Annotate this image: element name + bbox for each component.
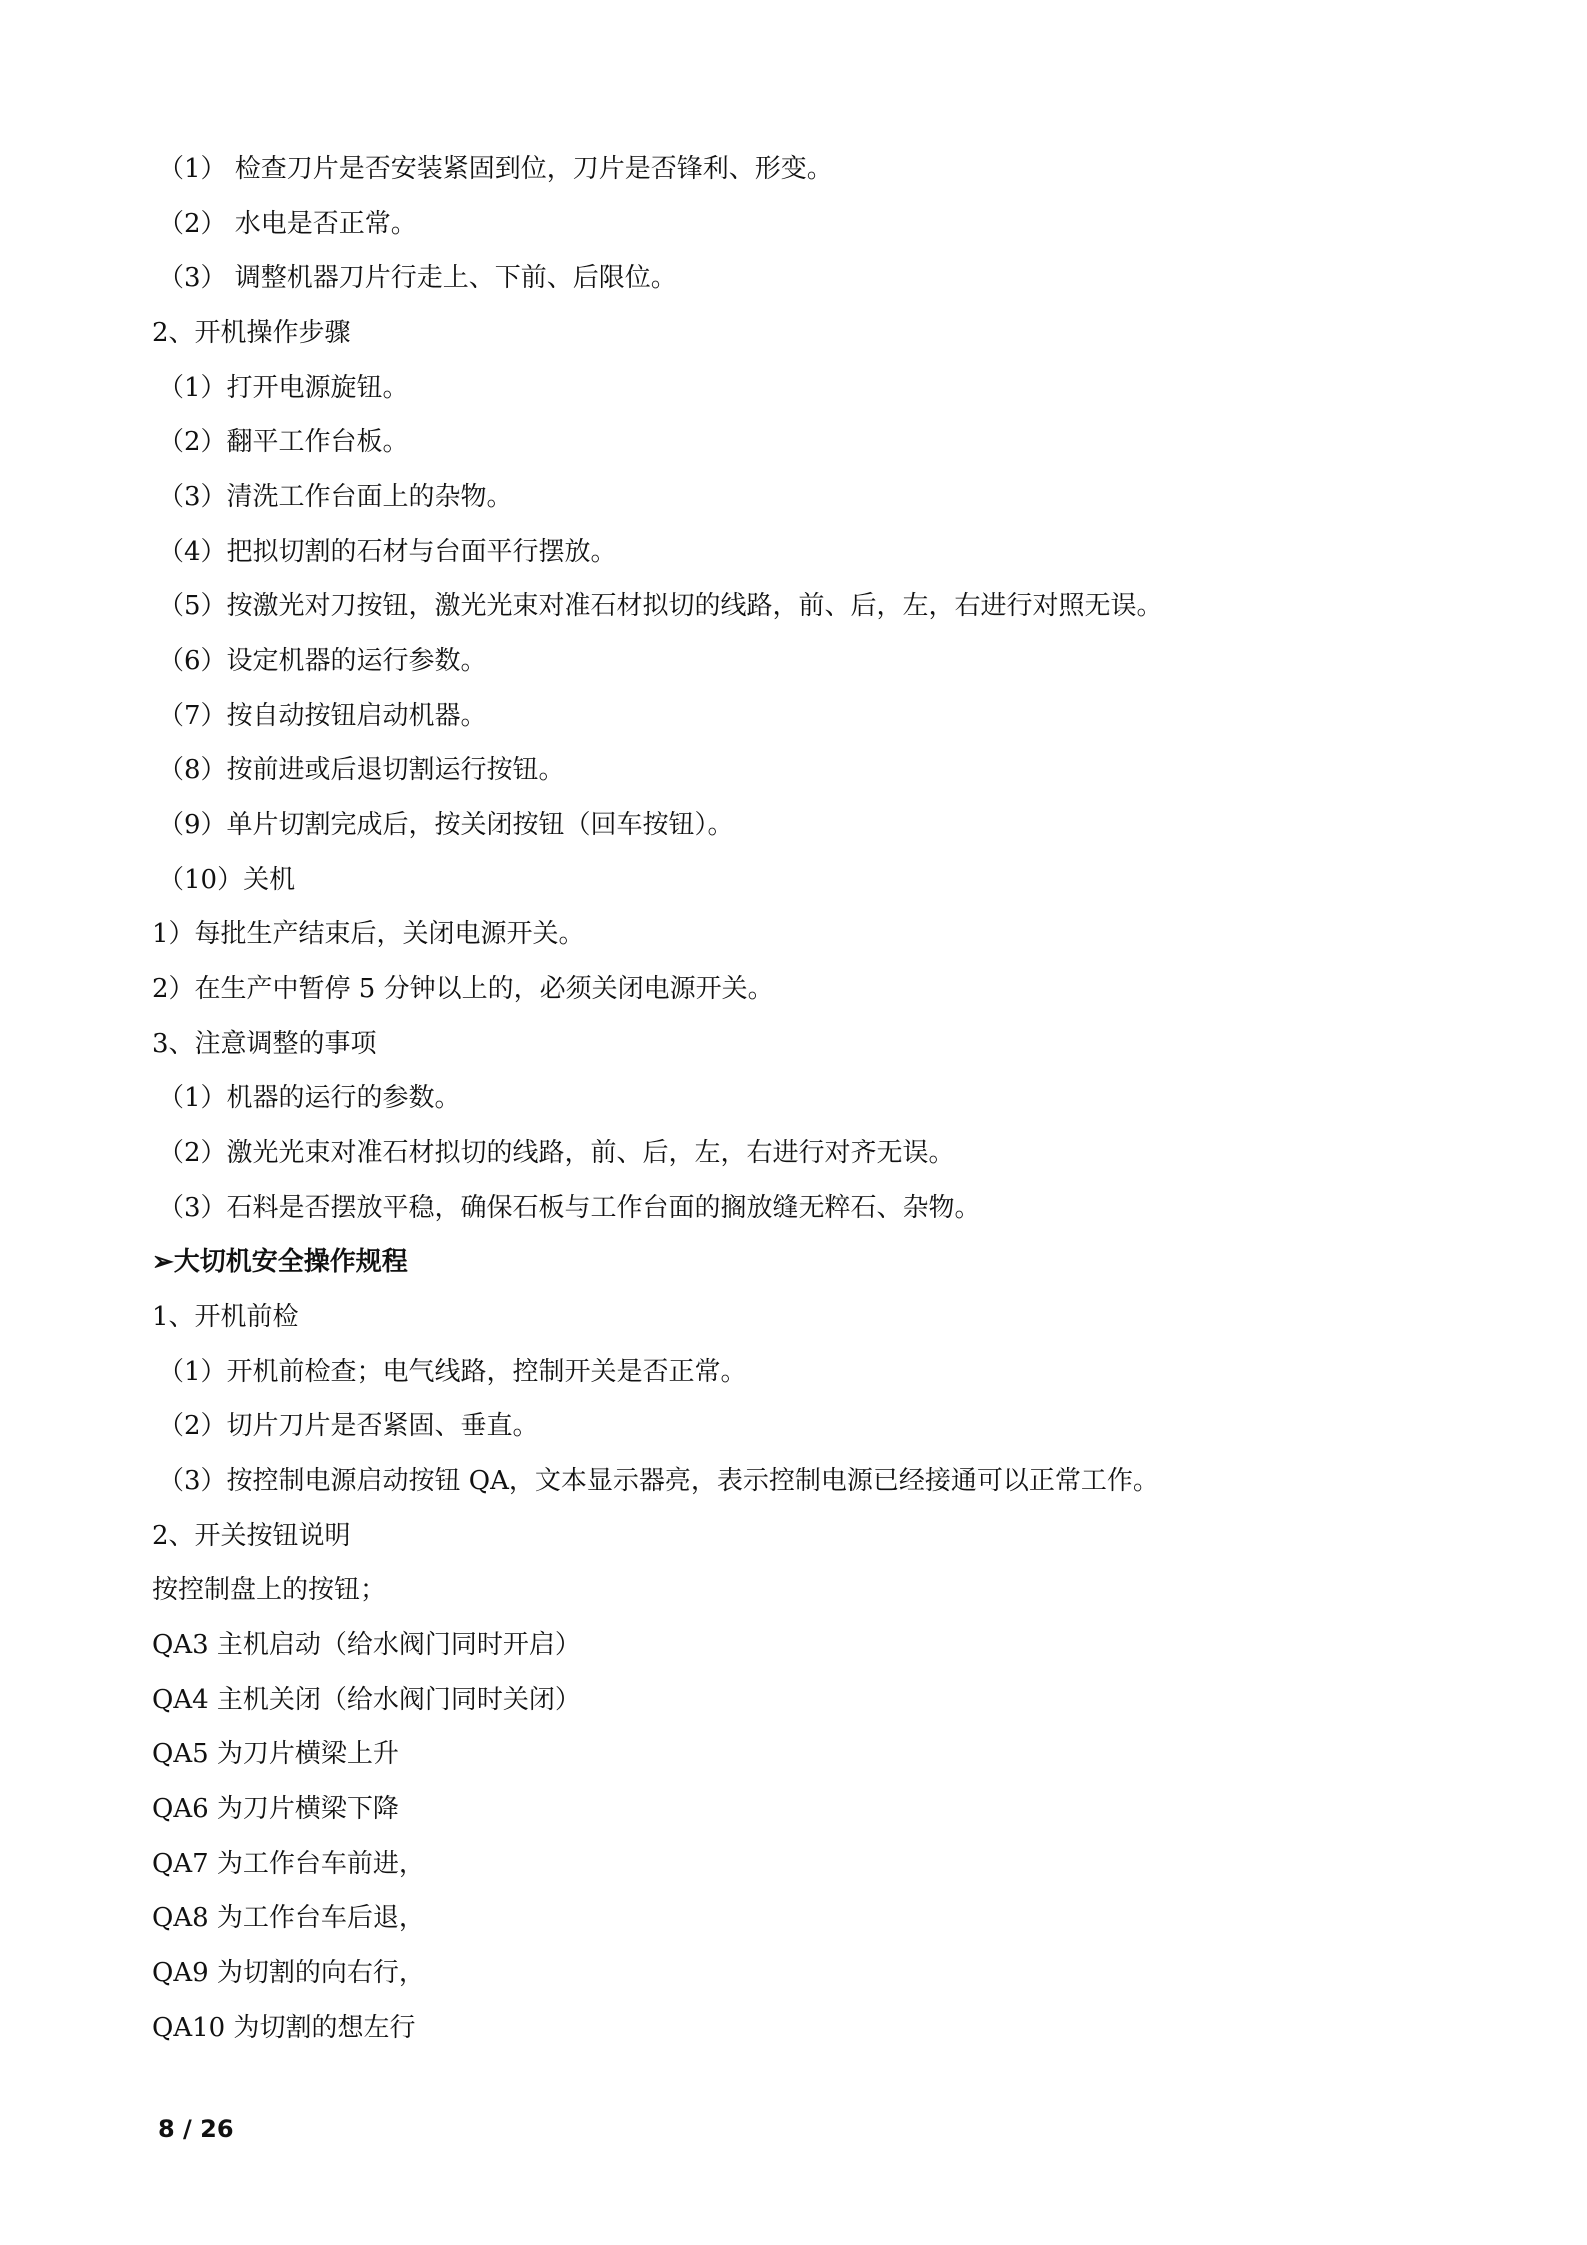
step-item: （7）按自动按钮启动机器。 — [158, 701, 487, 731]
adjustment-item: （2）激光光束对准石材拟切的线路，前、后，左，右进行对齐无误。 — [158, 1138, 955, 1168]
section-title-large-cutter: ➢大切机安全操作规程 — [152, 1247, 408, 1277]
button-description: QA10 为切割的想左行 — [152, 2013, 416, 2043]
pre-check-item: （2）切片刀片是否紧固、垂直。 — [158, 1411, 539, 1441]
page-number: 8 / 26 — [158, 2115, 234, 2143]
pre-check-item: （3）按控制电源启动按钮 QA，文本显示器亮，表示控制电源已经接通可以正常工作。 — [158, 1466, 1159, 1496]
shutdown-item: 2）在生产中暂停 5 分钟以上的，必须关闭电源开关。 — [152, 974, 774, 1004]
step-item: （2）翻平工作台板。 — [158, 427, 409, 457]
check-item-water-power: （2） 水电是否正常。 — [158, 209, 417, 239]
step-item: （8）按前进或后退切割运行按钮。 — [158, 755, 565, 785]
section-heading-button-guide: 2、开关按钮说明 — [152, 1521, 351, 1551]
step-item: （4）把拟切割的石材与台面平行摆放。 — [158, 537, 617, 567]
step-item: （5）按激光对刀按钮，激光光束对准石材拟切的线路，前、后，左，右进行对照无误。 — [158, 591, 1163, 621]
step-item: （6）设定机器的运行参数。 — [158, 646, 487, 676]
section-heading-adjustments: 3、注意调整的事项 — [152, 1029, 377, 1059]
button-guide-intro: 按控制盘上的按钮； — [152, 1575, 387, 1605]
adjustment-item: （3）石料是否摆放平稳，确保石板与工作台面的搁放缝无粹石、杂物。 — [158, 1193, 981, 1223]
shutdown-item: 1）每批生产结束后，关闭电源开关。 — [152, 919, 585, 949]
step-item: （1）打开电源旋钮。 — [158, 373, 409, 403]
pre-check-item: （1）开机前检查；电气线路，控制开关是否正常。 — [158, 1357, 747, 1387]
section-heading-startup-steps: 2、开机操作步骤 — [152, 318, 351, 348]
step-item: （9）单片切割完成后，按关闭按钮（回车按钮）。 — [158, 810, 734, 840]
step-item-shutdown: （10）关机 — [158, 865, 296, 895]
button-description: QA3 主机启动（给水阀门同时开启） — [152, 1630, 581, 1660]
section-heading-pre-check: 1、开机前检 — [152, 1302, 299, 1332]
check-item-limits: （3） 调整机器刀片行走上、下前、后限位。 — [158, 263, 677, 293]
check-item-blade: （1） 检查刀片是否安装紧固到位，刀片是否锋利、形变。 — [158, 154, 833, 184]
button-description: QA9 为切割的向右行， — [152, 1958, 425, 1988]
button-description: QA6 为刀片横梁下降 — [152, 1794, 399, 1824]
button-description: QA7 为工作台车前进， — [152, 1849, 425, 1879]
adjustment-item: （1）机器的运行的参数。 — [158, 1083, 461, 1113]
button-description: QA5 为刀片横梁上升 — [152, 1739, 399, 1769]
button-description: QA8 为工作台车后退， — [152, 1903, 425, 1933]
button-description: QA4 主机关闭（给水阀门同时关闭） — [152, 1685, 581, 1715]
step-item: （3）清洗工作台面上的杂物。 — [158, 482, 513, 512]
